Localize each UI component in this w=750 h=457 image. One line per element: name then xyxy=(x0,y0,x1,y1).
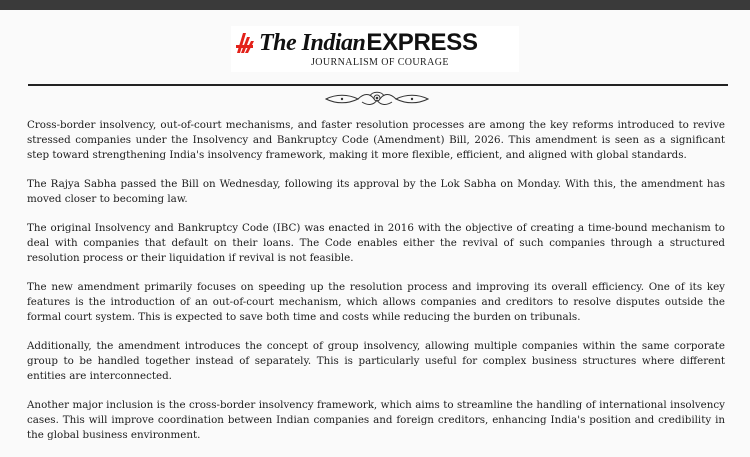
article-paragraph-1: Cross-border insolvency, out-of-court mechanisms, and faster resolution processes are among the key reforms introduced to revive stressed companies under the Insolvency and Bankruptcy Code (Amendment) Bill, 2026. This amendment is seen as a significant step toward strengthening India's insolvency framework, making it more flexible, efficient, and aligned with global standards. xyxy=(27,119,725,161)
header-rule xyxy=(28,84,728,86)
brand-name-the-indian: The Indian xyxy=(259,29,366,56)
masthead-logo[interactable] xyxy=(231,26,519,72)
brand-name-express: EXPRESS xyxy=(366,29,478,56)
flame-icon xyxy=(235,31,255,55)
article-paragraph-3: The original Insolvency and Bankruptcy Code (IBC) was enacted in 2016 with the objective of creating a time-bound mechanism to deal with companies that default on their loans. The Code enables either the revival of such companies through a structured resolution process or their liquidation if revival is not feasible. xyxy=(27,222,725,264)
tagline: JOURNALISM OF COURAGE xyxy=(311,57,449,68)
ornament-divider-icon xyxy=(322,90,432,108)
brand-row xyxy=(235,30,478,56)
top-bar xyxy=(0,0,750,10)
article-paragraph-2: The Rajya Sabha passed the Bill on Wednesday, following its approval by the Lok Sabha on Monday. With this, the amendment has moved closer to becoming law. xyxy=(27,178,725,205)
article-paragraph-6: Another major inclusion is the cross-border insolvency framework, which aims to streamline the handling of international insolvency cases. This will improve coordination between Indian companies and foreign creditors, enhancing India's position and credibility in the global business environment. xyxy=(27,399,725,441)
article-paragraph-4: The new amendment primarily focuses on speeding up the resolution process and improving its overall efficiency. One of its key features is the introduction of an out-of-court mechanism, which allows companies and creditors to resolve disputes outside the formal court system. This is expected to save both time and costs while reducing the burden on tribunals. xyxy=(27,281,725,323)
article-body xyxy=(27,118,725,457)
article-paragraph-5: Additionally, the amendment introduces the concept of group insolvency, allowing multiple companies within the same corporate group to be handled together instead of separately. This is particularly useful for complex business structures where different entities are interconnected. xyxy=(27,340,725,382)
